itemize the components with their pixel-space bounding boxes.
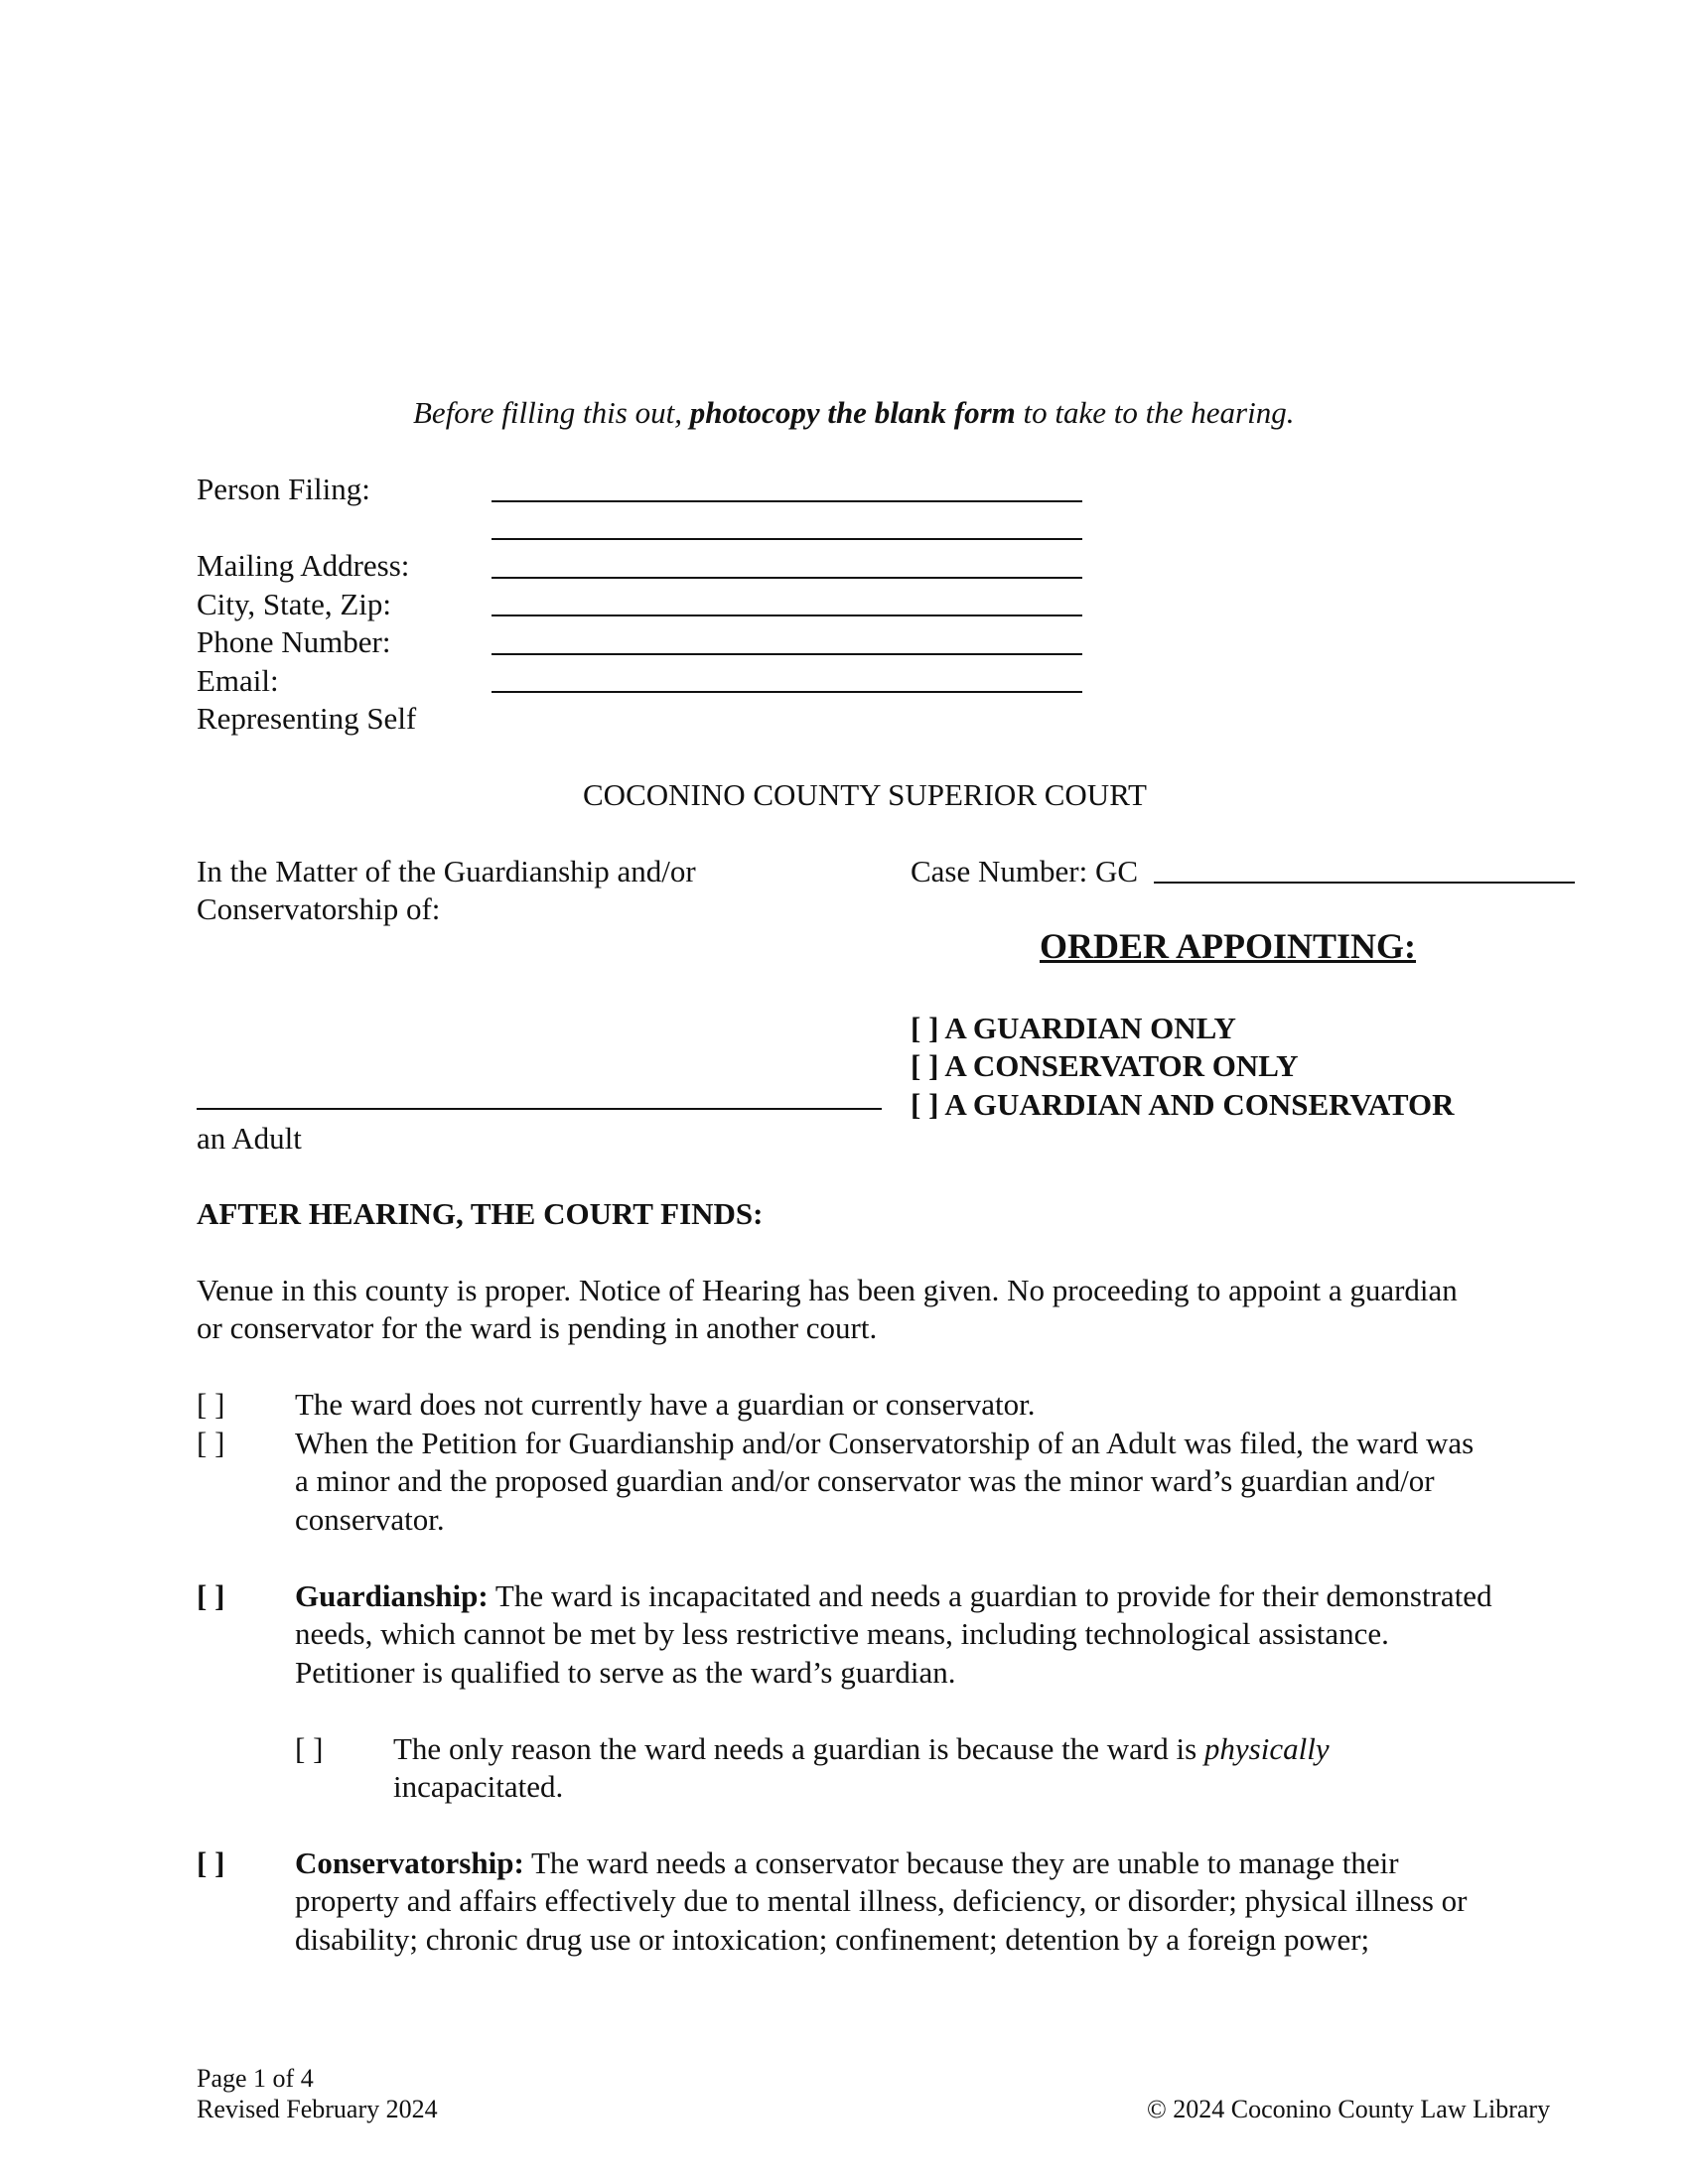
city-state-zip-label: City, State, Zip: bbox=[197, 587, 392, 621]
item1-checkbox[interactable]: [ ] bbox=[197, 1387, 225, 1422]
item2-line-2: a minor and the proposed guardian and/or conservator was the minor ward’s guardian and/or bbox=[295, 1463, 1435, 1498]
phone-number-label: Phone Number: bbox=[197, 624, 391, 659]
option-guardian-only[interactable]: [ ] A GUARDIAN ONLY bbox=[911, 1011, 1236, 1045]
item2-line-3: conservator. bbox=[295, 1502, 445, 1537]
findings-intro-line-2: or conservator for the ward is pending in another court. bbox=[197, 1310, 878, 1345]
footer-copyright: © 2024 Coconino County Law Library bbox=[1147, 2095, 1551, 2123]
mailing-address-label: Mailing Address: bbox=[197, 548, 410, 583]
representing-self-label: Representing Self bbox=[197, 701, 417, 736]
item2-checkbox[interactable]: [ ] bbox=[197, 1426, 225, 1460]
option-guardian-and-conservator[interactable]: [ ] A GUARDIAN AND CONSERVATOR bbox=[911, 1087, 1455, 1122]
findings-heading: AFTER HEARING, THE COURT FINDS: bbox=[197, 1196, 764, 1231]
email-label: Email: bbox=[197, 663, 279, 698]
email-field[interactable] bbox=[492, 691, 1082, 693]
guardianship-line-3: Petitioner is qualified to serve as the ward’s guardian. bbox=[295, 1655, 956, 1690]
person-filing-label: Person Filing: bbox=[197, 472, 370, 506]
physical-line-1: The only reason the ward needs a guardian is because the ward is physically bbox=[393, 1731, 1330, 1766]
phone-number-field[interactable] bbox=[492, 653, 1082, 655]
matter-line-1: In the Matter of the Guardianship and/or bbox=[197, 854, 696, 888]
city-state-zip-field[interactable] bbox=[492, 614, 1082, 616]
guardianship-line-2: needs, which cannot be met by less restrictive means, including technological assistance. bbox=[295, 1616, 1389, 1651]
order-title: ORDER APPOINTING: bbox=[1040, 926, 1417, 966]
physical-checkbox[interactable]: [ ] bbox=[295, 1731, 324, 1766]
case-number-field[interactable] bbox=[1154, 882, 1575, 884]
footer-revised: Revised February 2024 bbox=[197, 2095, 438, 2123]
person-filing-field-2[interactable] bbox=[492, 538, 1082, 540]
guardianship-line-1: Guardianship: The ward is incapacitated and needs a guardian to provide for their demonstrated bbox=[295, 1578, 1492, 1613]
item1-text: The ward does not currently have a guardian or conservator. bbox=[295, 1387, 1036, 1422]
footer-page-number: Page 1 of 4 bbox=[197, 2064, 314, 2093]
findings-intro-line-1: Venue in this county is proper. Notice of Hearing has been given. No proceeding to appoint a guardian bbox=[197, 1273, 1458, 1307]
photocopy-notice: Before filling this out, photocopy the blank form to take to the hearing. bbox=[413, 395, 1295, 430]
mailing-address-field[interactable] bbox=[492, 577, 1082, 579]
conservatorship-line-1: Conservatorship: The ward needs a conservator because they are unable to manage their bbox=[295, 1845, 1399, 1880]
ward-name-field[interactable] bbox=[197, 1108, 882, 1110]
item2-line-1: When the Petition for Guardianship and/or Conservatorship of an Adult was filed, the ward was bbox=[295, 1426, 1475, 1460]
conservatorship-line-2: property and affairs effectively due to mental illness, deficiency, or disorder; physical illness or bbox=[295, 1883, 1468, 1918]
guardianship-checkbox[interactable]: [ ] bbox=[197, 1578, 225, 1613]
case-number-label: Case Number: GC bbox=[911, 854, 1139, 888]
conservatorship-line-3: disability; chronic drug use or intoxication; confinement; detention by a foreign power; bbox=[295, 1922, 1370, 1957]
matter-line-2: Conservatorship of: bbox=[197, 891, 441, 926]
court-name: COCONINO COUNTY SUPERIOR COURT bbox=[583, 777, 1147, 812]
person-filing-field[interactable] bbox=[492, 500, 1082, 502]
physical-line-2: incapacitated. bbox=[393, 1769, 564, 1804]
an-adult-label: an Adult bbox=[197, 1121, 302, 1156]
conservatorship-checkbox[interactable]: [ ] bbox=[197, 1845, 225, 1880]
option-conservator-only[interactable]: [ ] A CONSERVATOR ONLY bbox=[911, 1048, 1299, 1083]
